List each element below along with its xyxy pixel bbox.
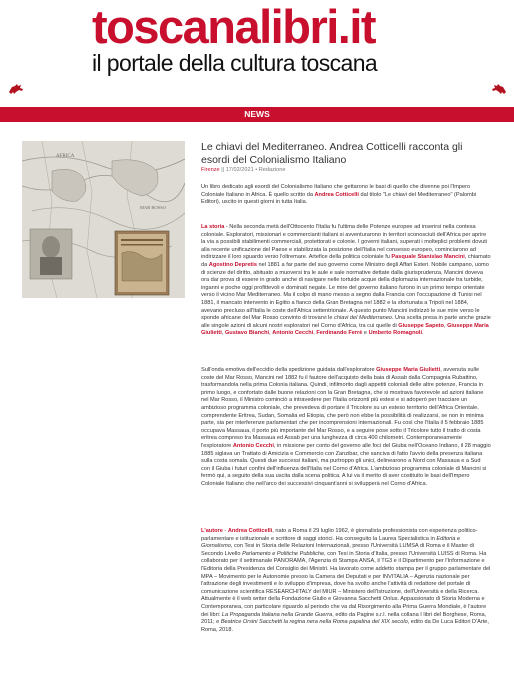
horse-icon [8,83,24,95]
paragraph-text: - Nella seconda metà dell'Ottocento l'Italia fu l'ultima delle Potenze europee ad inserirsi nella contesa coloniale. Esploratori, missionari e commercianti italiani si avventurarono in territori sconosciuti dell'Africa per aprire la via a possibili stabilimenti commerciali, protettorati e colonie. I governi italiani, superati i molteplici problemi dovuti alla recente unificazione del Paese e stabilizzata la posizione dell'Italia nel consesso europeo, cominciarono ad indirizzare il loro sguardo verso l'oltremare. Artefice della politica coloniale fu [201,224,488,261]
storia-label: La storia [201,224,225,230]
paragraph-text: , [443,322,448,329]
svg-text:MAR ROSSO: MAR ROSSO [140,205,166,210]
paragraph-text: , [313,330,317,337]
italic-phrase: La Propaganda Italiana nella Grande Guerra [221,611,333,618]
paragraph-text: e [362,330,369,337]
section-bar [0,107,514,122]
article-paragraph-storia [201,224,491,338]
italic-phrase: chiavi del Mediterraneo [334,315,392,322]
paragraph-text: - [222,528,228,534]
name-link[interactable]: Antonio Cecchi [232,442,274,449]
name-link[interactable]: Antonio Cecchi [272,330,314,337]
paragraph-text: . [422,330,424,337]
name-link[interactable]: Pasquale Stanislao Mancini [391,254,465,261]
paragraph-text: , con Tesi in Storia delle Relazioni Internazionali, presso l'Università LUMSA di Roma e il Master di Secondo Livello [201,543,475,557]
paragraph-text: , avvenuta sulle coste del Mar Rosso, Mancini nel 1882 fu il fautore dell'acquisto della baia di Assab dalla Compagnia Rubattino, trasformandola nella prima Colonia italiana. Quindi, infilmorito dagli appetiti coloniali delle altre potenze, Francia in primo luogo, e confortato dalle buone relazioni con la Gran Bretagna, che si mostrava favorevole ad azioni italiane nel Mar Rosso, il Ministro cominciò a intravedere per l'Italia orizzonti più estesi e si adoperò per tracciare un ambizioso programma coloniale, che prevedeva di portare il Tricolore su un esteso territorio dell'Africa Orientale, comprendente Eritrea, Sudan, Somalia ed Etiopia, che però non ebbe la possibilità di realizzarsi, se non in minima parte, sia per interferenze parlamentari che per incomprensioni internazionali. Fu così che l'Italia il 5 febbraio 1885 occupava Massaua, il porto più importante del Mar Rosso, e a seguire pose sotto il Tricolore tutto il tratto di costa eritrea compreso tra Massaua ed Assab per una lunghezza di circa 400 chilometri. Contemporaneamente l'esploratore [201,367,484,449]
intro-text: dal titolo "Le chiavi del Mediterraneo" (Palombi Editori), uscito in questi giorni in tutta Italia. [201,191,477,206]
name-link[interactable]: Giuseppe Maria Giulietti [201,322,489,337]
meta-author: Redazione [258,167,286,173]
name-link[interactable]: Gustavo Bianchi [224,330,270,337]
article-title: Le chiavi del Mediterraneo. Andrea Cotticelli racconta gli esordi del Colonialismo Italiano [201,141,463,166]
meta-date: 17/02/2021 [225,167,254,173]
paragraph-text: , nato a Roma il 29 luglio 1962, è giornalista professionista con esperienza politico-parlamentare e istituzionale e scrittore di saggi storici. Ha conseguito la Laurea Specialistica in [201,528,478,542]
svg-text:AFRICA: AFRICA [56,154,75,159]
site-logo[interactable] [92,2,432,76]
name-link[interactable]: Giuseppe Maria Giulietti [376,367,441,373]
meta-separator: || [221,167,226,173]
paragraph-text: , con Tesi in Storia d'Italia, presso l'Università LUISS di Roma. Ha collaborato per il settimanale PANORAMA, l'Agenzia di Stampa ANSA, il TG3 e il Dipartimento per l'Informazione e l'Editoria della Presidenza del Consiglio dei Ministri. Ha lavorato come addetto stampa per il gruppo parlamentare del MPA – Movimento per le Autonomie presso la Camera dei Deputati e per INVITALIA – Agenzia nazionale per l'attrazione degli investimenti e lo sviluppo d'impresa, dove ha svolto anche l'attività di redattore del portale di comunicazione scientifica RESEARCHITALY del MIUR – Ministero dell'Istruzione, dell'Università e della Ricerca. Attualmente è il web writer della Fondazione Giulio e Giovanna Sacchetti Onlus. Appassionato di Storia Moderna e Contemporanea, con particolare riguardo al periodo che va dal Risorgimento alla Prima Guerra Mondiale, è l'autore dei libri: [201,550,491,618]
article-image [22,141,185,298]
paragraph-text: , in missione per conto del governo alle foci del Giuba nell'Oceano Indiano, il 28 maggio 1885 siglava un Trattato di Amicizia e Commercio con Zanzibar, che sanciva di fatto l'avvio della presenza italiana sulla costa somala. Questi due successi italiani, ma purtroppo gli unici, delinearono a Nord con Massaua e a Sud con il Giuba i futuri confini dell'influenza dell'Italia nel Corno d'Africa. L'ambizioso programma coloniale di Mancini si fermò qui, a seguito della sua uscita dalla scena politica. A lui va il merito di aver costituito le basi dell'Impero Coloniale Italiano che nell'arco dei successivi cinquant'anni si svilupperà nel Corno d'Africa. [201,442,491,487]
article-paragraph-autore [201,528,491,634]
name-link[interactable]: Giuseppe Sapeto [398,322,444,329]
section-label[interactable]: NEWS [244,109,270,119]
paragraph-text: . Una scelta presa in parte anche grazie alle singole azioni di alcuni nostri esploratori nel Corno d'Africa, tra cui quelle di [201,315,491,329]
map-illustration [22,141,185,298]
meta-separator: • [255,167,259,173]
paragraph-text: , [269,330,273,337]
name-link[interactable]: Ferdinando Ferrè [316,330,363,337]
paragraph-text: nel 1881 a far parte del suo governo come Ministro degli Affari Esteri. Nobile campano, uomo di scienze del diritto, abituato a muoversi tra le aule e sale normative dettate dalla giurisprudenza, Mancini doveva ora dar prova di essere in grado anche di navigare nelle tortuide acque della diplomazia internazionale tra turbide, inganni e poche oggi profittevoli e dominati negate. Le mire del governo italiano furono in un primo tempo orientate verso il vicino Mar Mediterraneo. Ma il colpo di mano messo a segno dalla Francia con l'occupazione di Tunisi nel 1881, il mancato intervento in Egitto a fianco della Gran Bretagna nel 1882 e la sfortunata a Tripoli nel 1884, avevano precluso all'Italia le coste dell'Africa settentrionale. A questo punto Mancini indirizzò le sue mire verso le sponde africane del Mar Rosso convinto di trovarvi le [201,261,489,322]
name-link[interactable]: Umberto Romagnoli [368,330,423,337]
logo-text[interactable]: toscanalibri.it [92,0,376,53]
paragraph-text: , [221,330,225,337]
paragraph-text: , edito da De Luca Editori D'Arte, Roma, 2018. [201,619,489,633]
article-paragraph-2 [201,367,491,489]
logo-tagline: il portale della cultura toscana [92,50,378,76]
intro-text: Un libro dedicato agli esordi del Colonialismo Italiano che gettarono le basi di quello che divenne poi l'Impero Coloniale Italiano in Africa. È quello scritto da [201,184,471,198]
meta-city-link[interactable]: Firenze [201,167,220,173]
autore-label: L'autore [201,528,223,534]
article-meta [201,167,286,173]
italic-phrase: Editoria e Giornalismo [201,535,461,550]
horse-icon [491,83,507,95]
italic-phrase: Parlamento e Politiche Pubbliche [242,550,325,557]
article-intro [201,184,491,207]
paragraph-text: , chiamato da [201,254,491,268]
author-link[interactable]: Andrea Cotticelli [314,191,359,198]
paragraph-text: , edito da Pagine s.r.l. nella collana I libri del Borghese, Roma, 2011; e [201,611,487,626]
paragraph-text: Sull'onda emotiva dell'eccidio della spedizione guidata dall'esploratore [201,367,377,373]
italic-phrase: Beatrice Orsini Sacchetti la regina nera nella Roma papalina del XIX secolo [220,619,408,626]
name-link[interactable]: Agostino Depretis [208,261,257,268]
author-link[interactable]: Andrea Cotticelli [227,528,273,534]
